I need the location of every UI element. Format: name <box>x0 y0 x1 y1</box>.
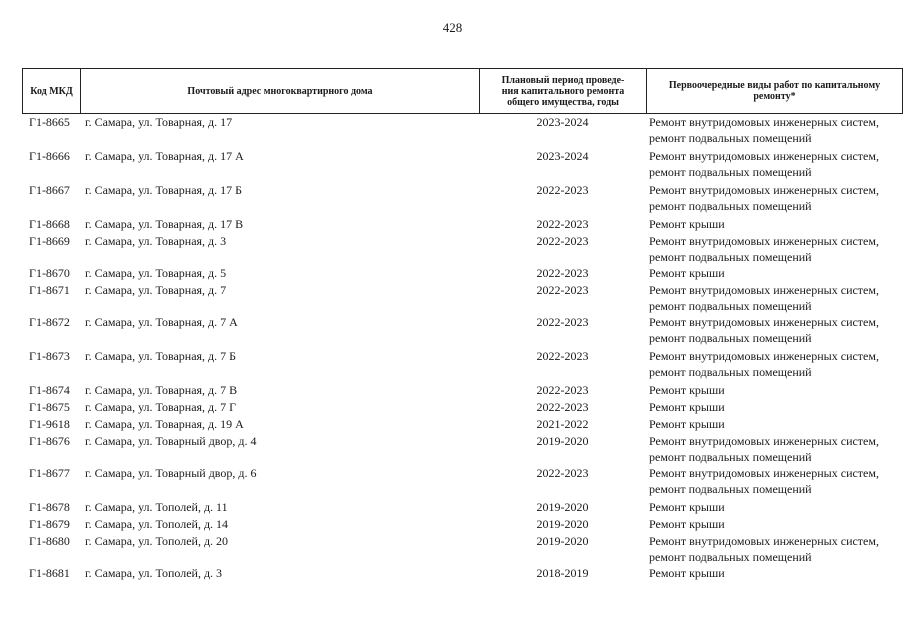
cell-period: 2022-2023 <box>536 283 589 297</box>
works-line: Ремонт внутридомовых инженерных систем, <box>649 149 879 163</box>
cell-works <box>646 265 903 282</box>
cell-address: г. Самара, ул. Товарная, д. 7 <box>85 283 227 297</box>
cell-period: 2022-2023 <box>536 383 589 397</box>
cell-period: 2019-2020 <box>536 534 589 548</box>
works-line: Ремонт внутридомовых инженерных систем, <box>649 115 879 129</box>
cell-works <box>646 348 903 382</box>
cell-works <box>646 433 903 465</box>
works-line: Ремонт крыши <box>649 217 725 231</box>
header-period-line: ния капитального ремонта <box>501 85 625 97</box>
works-line: ремонт подвальных помещений <box>649 365 812 379</box>
header-works-line: Первоочередные виды работ по капитальному <box>668 80 881 91</box>
works-line: Ремонт внутридомовых инженерных систем, <box>649 534 879 548</box>
cell-period: 2022-2023 <box>536 466 589 480</box>
cell-address: г. Самара, ул. Товарная, д. 17 Б <box>85 183 243 197</box>
cell-works <box>646 233 903 265</box>
cell-works <box>646 282 903 314</box>
cell-code: Г1-8670 <box>29 266 70 280</box>
cell-code: Г1-8676 <box>29 434 70 448</box>
works-line: Ремонт внутридомовых инженерных систем, <box>649 234 879 248</box>
cell-works <box>646 416 903 433</box>
works-line: Ремонт крыши <box>649 417 725 431</box>
cell-code: Г1-8680 <box>29 534 70 548</box>
works-line: Ремонт внутридомовых инженерных систем, <box>649 183 879 197</box>
header-address: Почтовый адрес многоквартирного дома <box>80 68 479 114</box>
works-line: ремонт подвальных помещений <box>649 331 812 345</box>
cell-code: Г1-8679 <box>29 517 70 531</box>
works-line: ремонт подвальных помещений <box>649 199 812 213</box>
works-line: ремонт подвальных помещений <box>649 299 812 313</box>
cell-period: 2022-2023 <box>536 234 589 248</box>
cell-address: г. Самара, ул. Товарная, д. 7 Б <box>85 349 237 363</box>
cell-works <box>646 465 903 499</box>
cell-works <box>646 314 903 348</box>
cell-works <box>646 516 903 533</box>
works-line: ремонт подвальных помещений <box>649 250 812 264</box>
cell-code: Г1-8673 <box>29 349 70 363</box>
cell-period: 2019-2020 <box>536 500 589 514</box>
capital-repair-table <box>22 68 903 582</box>
cell-code: Г1-8666 <box>29 149 70 163</box>
cell-period: 2022-2023 <box>536 349 589 363</box>
cell-address: г. Самара, ул. Товарная, д. 3 <box>85 234 227 248</box>
cell-period: 2022-2023 <box>536 183 589 197</box>
cell-address: г. Самара, ул. Тополей, д. 14 <box>85 517 229 531</box>
cell-period: 2023-2024 <box>536 115 589 129</box>
works-line: Ремонт внутридомовых инженерных систем, <box>649 283 879 297</box>
cell-works <box>646 565 903 582</box>
cell-address: г. Самара, ул. Товарная, д. 5 <box>85 266 227 280</box>
works-line: Ремонт крыши <box>649 500 725 514</box>
cell-code: Г1-8669 <box>29 234 70 248</box>
cell-works <box>646 148 903 182</box>
works-line: ремонт подвальных помещений <box>649 131 812 145</box>
cell-works <box>646 182 903 216</box>
works-line: Ремонт внутридомовых инженерных систем, <box>649 315 879 329</box>
cell-code: Г1-8672 <box>29 315 70 329</box>
works-line: ремонт подвальных помещений <box>649 165 812 179</box>
cell-works <box>646 382 903 399</box>
works-line: ремонт подвальных помещений <box>649 482 812 496</box>
cell-address: г. Самара, ул. Товарная, д. 17 В <box>85 217 244 231</box>
cell-code: Г1-8668 <box>29 217 70 231</box>
works-line: ремонт подвальных помещений <box>649 550 812 564</box>
cell-code: Г1-8674 <box>29 383 70 397</box>
cell-period: 2019-2020 <box>536 434 589 448</box>
cell-code: Г1-8677 <box>29 466 70 480</box>
cell-code: Г1-8678 <box>29 500 70 514</box>
works-line: Ремонт внутридомовых инженерных систем, <box>649 466 879 480</box>
cell-period: 2018-2019 <box>536 566 589 580</box>
works-line: Ремонт крыши <box>649 383 725 397</box>
cell-address: г. Самара, ул. Товарная, д. 7 А <box>85 315 238 329</box>
works-line: Ремонт внутридомовых инженерных систем, <box>649 349 879 363</box>
cell-code: Г1-8671 <box>29 283 70 297</box>
cell-works <box>646 114 903 148</box>
works-line: Ремонт крыши <box>649 517 725 531</box>
header-works-line: ремонту* <box>753 91 796 102</box>
cell-address: г. Самара, ул. Товарная, д. 17 А <box>85 149 244 163</box>
header-code: Код МКД <box>22 68 80 114</box>
cell-works <box>646 399 903 416</box>
header-period-line: Плановый период проведе- <box>501 74 625 86</box>
cell-address: г. Самара, ул. Товарная, д. 7 В <box>85 383 238 397</box>
cell-period: 2021-2022 <box>536 417 589 431</box>
cell-period: 2019-2020 <box>536 517 589 531</box>
cell-address: г. Самара, ул. Товарный двор, д. 6 <box>85 466 257 480</box>
cell-period: 2023-2024 <box>536 149 589 163</box>
works-line: ремонт подвальных помещений <box>649 450 812 464</box>
cell-address: г. Самара, ул. Товарный двор, д. 4 <box>85 434 257 448</box>
works-line: Ремонт крыши <box>649 266 725 280</box>
cell-code: Г1-8675 <box>29 400 70 414</box>
cell-period: 2022-2023 <box>536 217 589 231</box>
cell-code: Г1-9618 <box>29 417 70 431</box>
cell-address: г. Самара, ул. Товарная, д. 7 Г <box>85 400 237 414</box>
cell-address: г. Самара, ул. Тополей, д. 20 <box>85 534 229 548</box>
cell-address: г. Самара, ул. Товарная, д. 19 А <box>85 417 244 431</box>
header-period <box>479 68 646 114</box>
works-line: Ремонт внутридомовых инженерных систем, <box>649 434 879 448</box>
cell-address: г. Самара, ул. Товарная, д. 17 <box>85 115 233 129</box>
cell-works <box>646 499 903 516</box>
cell-address: г. Самара, ул. Тополей, д. 3 <box>85 566 223 580</box>
header-works <box>646 68 903 114</box>
cell-code: Г1-8681 <box>29 566 70 580</box>
cell-period: 2022-2023 <box>536 400 589 414</box>
cell-code: Г1-8665 <box>29 115 70 129</box>
cell-code: Г1-8667 <box>29 183 70 197</box>
page-number: 428 <box>442 20 463 35</box>
cell-period: 2022-2023 <box>536 266 589 280</box>
works-line: Ремонт крыши <box>649 566 725 580</box>
cell-period: 2022-2023 <box>536 315 589 329</box>
cell-address: г. Самара, ул. Тополей, д. 11 <box>85 500 228 514</box>
header-period-line: общего имущества, годы <box>507 96 619 108</box>
cell-works <box>646 533 903 565</box>
cell-works <box>646 216 903 233</box>
works-line: Ремонт крыши <box>649 400 725 414</box>
